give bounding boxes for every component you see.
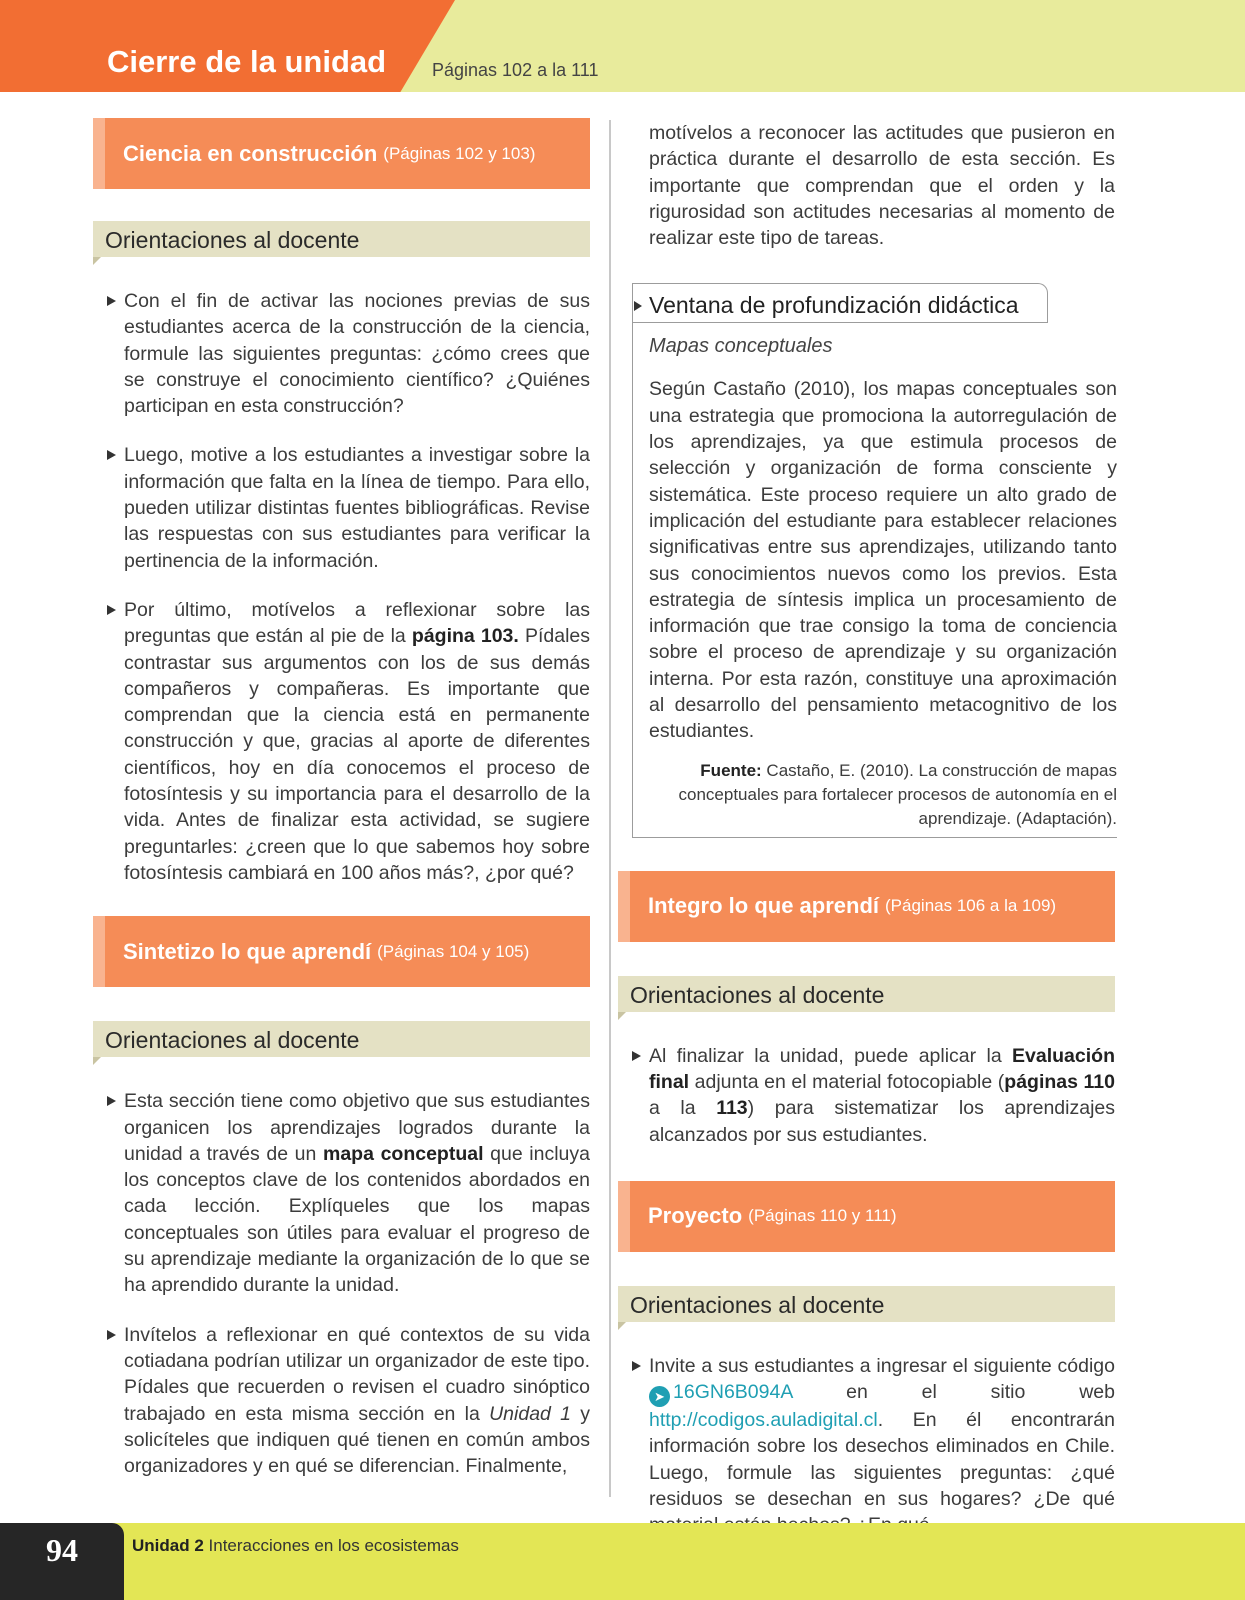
left-column (93, 118, 590, 1479)
bullet-item: Con el fin de activar las nociones previas de sus estudiantes acerca de la construcción de la ciencia, formule las siguientes preguntas: ¿cómo crees que se construye el conocimiento científico? ¿Quiénes participan en esta construcción? (93, 288, 590, 419)
footer-unit (132, 1536, 459, 1556)
section-banner-integro (618, 871, 1115, 942)
italic-term: Unidad 1 (489, 1402, 571, 1425)
ventana-title: Ventana de profundización didáctica (633, 283, 1048, 323)
page-range: Páginas 102 a la 111 (432, 60, 599, 80)
access-code: 16GN6B094A (673, 1381, 793, 1404)
section-title: Sintetizo lo que aprendí (123, 938, 372, 964)
ventana-body: Según Castaño (2010), los mapas conceptuales son una estrategia que promociona la autorregulación de los aprendizajes, ya que estimula procesos de selección y organización de forma consciente y sistemática. Este proceso requiere un alto grado de implicación del estudiante para establecer relaciones significativas entre sus aprendizajes, utilizando tanto sus conocimientos nuevos como los previos. Esta estrategia de síntesis implica un procesamiento de información que trae consigo la toma de conciencia sobre el proceso de aprendizaje y su organización interna. Por esta razón, constituye una aproximación al desarrollo del pensamiento metacognitivo de los estudiantes. (649, 378, 1117, 743)
section-title: Proyecto (648, 1203, 743, 1229)
section-pages: (Páginas 104 y 105) (377, 941, 530, 961)
ventana-source: Fuente: Castaño, E. (2010). La construcción de mapas conceptuales para fortalecer procesos de autonomía en el aprendizaje. (Adaptación). (678, 760, 1117, 828)
orientaciones-heading: Orientaciones al docente (93, 1021, 590, 1057)
bullet-item: Luego, motive a los estudiantes a investigar sobre la información que falta en la línea de tiempo. Para ello, pueden utilizar distintas fuentes bibliográficas. Revise las respuestas con sus estudiantes para verificar la pertinencia de la información. (93, 442, 590, 573)
page-title: Cierre de la unidad (107, 44, 387, 79)
section-title: Ciencia en construcción (123, 140, 378, 166)
section-banner-sintetizo (93, 916, 590, 987)
bullet-item: Invite a sus estudiantes a ingresar el siguiente código ➤ 16GN6B094A en el sitio web http://codigos.auladigital.cl. En él encontrarán información sobre los desechos eliminados en Chile. Luego, formule las siguientes preguntas: ¿qué residuos se desechan en sus hogares? ¿De qué (618, 1353, 1115, 1539)
section-banner-proyecto (618, 1181, 1115, 1252)
continued-paragraph: motívelos a reconocer las actitudes que pusieron en práctica durante el desarrollo de esta sección. Es importante que comprendan que el orden y la rigurosidad son actitudes necesarias al momento de realizar este tipo de tareas. (649, 122, 1115, 250)
section-pages: (Páginas 102 y 103) (383, 143, 536, 163)
ventana-subtitle: Mapas conceptuales (649, 335, 833, 358)
orientaciones-heading: Orientaciones al docente (618, 976, 1115, 1012)
page-number: 94 (0, 1523, 124, 1600)
footer-bar (0, 1523, 1245, 1600)
unit-label: Unidad 2 (132, 1536, 204, 1555)
bold-term: mapa conceptual (323, 1142, 484, 1165)
rocket-icon: ➤ (649, 1386, 670, 1407)
section-pages: (Páginas 106 a la 109) (885, 896, 1057, 916)
bullet-item: Por último, motívelos a reflexionar sobre las preguntas que están al pie de la página 103. Pídales contrastar sus argumentos con los de sus demás compañeros y compañeras. Es importante que comprendan que la ciencia está en permanente construcción y que, gracias al aporte de diferentes científicos, hoy en día conocemos el proceso de fotosíntesis y su importancia para el desarrollo de la vida. Antes de finalizar esta actividad, se sugiere preguntarles: ¿creen que lo que sabemos hoy sobre fotosíntesis cambiará en 100 años más?, ¿por qué? (93, 597, 590, 886)
bullet-item: Invítelos a reflexionar en qué contextos de su vida cotiadana podrían utilizar un organizador de este tipo. Pídales que recuerden o revisen el cuadro sinóptico trabajado en esta misma sección en la Unidad 1 y solicíteles que indiquen qué tienen en común ambos organizadores y en qué se diferencian. Finalmente, (93, 1322, 590, 1480)
section-title: Integro lo que aprendí (648, 893, 880, 919)
column-divider (609, 120, 611, 1497)
orientaciones-heading: Orientaciones al docente (618, 1286, 1115, 1322)
unit-title: Interacciones en los ecosistemas (208, 1536, 459, 1555)
bold-ref: página 103. (411, 625, 519, 648)
section-banner-ciencia (93, 118, 590, 189)
website-link[interactable]: http://codigos.auladigital.cl (649, 1409, 878, 1432)
bullet-item: Al finalizar la unidad, puede aplicar la Evaluación final adjunta en el material fotocopiable (páginas 110 a la 113) para sistematizar los aprendizajes alcanzados por sus estudiantes. (618, 1043, 1115, 1148)
section-pages: (Páginas 110 y 111) (748, 1206, 897, 1226)
ventana-box (632, 283, 1117, 837)
right-column (618, 118, 1115, 1539)
bullet-item: Esta sección tiene como objetivo que sus estudiantes organicen los aprendizajes logrados durante la unidad a través de un mapa conceptual que incluya los conceptos clave de los contenidos abordados en cada lección. Explíqueles que los mapas conceptuales son útiles para evaluar el progreso de su aprendizaje mediante la organización de lo que se ha aprendido durante la unidad. (93, 1088, 590, 1298)
orientaciones-heading: Orientaciones al docente (93, 221, 590, 257)
